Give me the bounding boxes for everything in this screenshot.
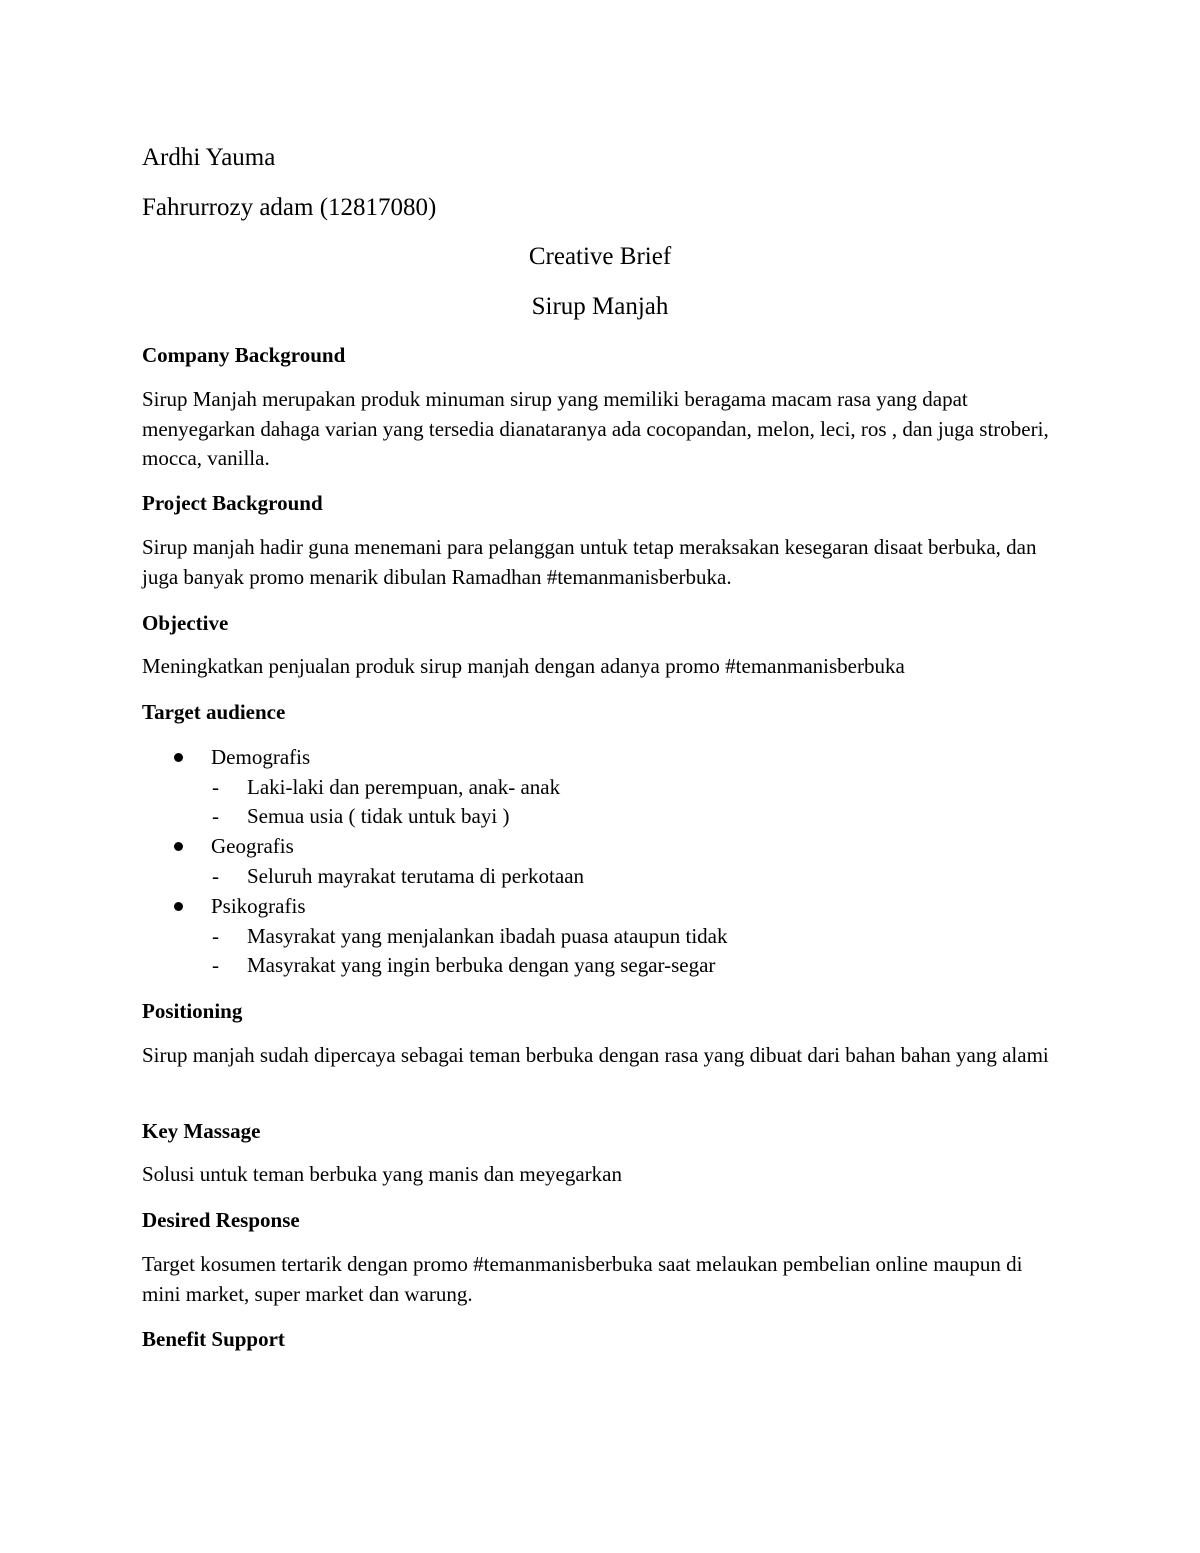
- heading-benefit-support: Benefit Support: [142, 1327, 285, 1351]
- desired-response-text: Target kosumen tertarik dengan promo #temanmanisberbuka saat melaukan pembelian online maupun di mini market, super market dan warung.: [142, 1252, 1023, 1306]
- author-name-1: Ardhi Yauma: [142, 144, 276, 171]
- company-background-text: Sirup Manjah merupakan produk minuman sirup yang memiliki beragama macam rasa yang dapat menyegarkan dahaga varian yang tersedia dianataranya ada cocopandan, melon, leci, ros , dan juga stroberi, mocca, vanilla.: [142, 387, 1049, 470]
- heading-target-audience: Target audience: [142, 700, 286, 724]
- dash-icon: -: [212, 804, 219, 828]
- positioning-text: Sirup manjah sudah dipercaya sebagai teman berbuka dengan rasa yang dibuat dari bahan bahan yang alami: [142, 1043, 1049, 1067]
- project-background-text: Sirup manjah hadir guna menemani para pelanggan untuk tetap meraksakan kesegaran disaat berbuka, dan juga banyak promo menarik dibulan Ramadhan #temanmanisberbuka.: [142, 535, 1037, 589]
- objective-text: Meningkatkan penjualan produk sirup manjah dengan adanya promo #temanmanisberbuka: [142, 654, 905, 678]
- bullet-icon: [174, 753, 183, 762]
- bullet-label: Demografis: [211, 745, 311, 769]
- dash-icon: -: [212, 953, 219, 977]
- subitem-text: Masyrakat yang menjalankan ibadah puasa ataupun tidak: [247, 924, 728, 948]
- heading-desired-response: Desired Response: [142, 1208, 300, 1232]
- dash-icon: -: [212, 924, 219, 948]
- author-name-2: Fahrurrozy adam (12817080): [142, 194, 437, 221]
- subitem-text: Masyrakat yang ingin berbuka dengan yang segar-segar: [247, 953, 716, 977]
- heading-positioning: Positioning: [142, 999, 243, 1023]
- heading-key-massage: Key Massage: [142, 1119, 261, 1143]
- bullet-icon: [174, 842, 183, 851]
- bullet-label: Geografis: [211, 834, 294, 858]
- subitem-text: Seluruh mayrakat terutama di perkotaan: [247, 864, 585, 888]
- subitem-text: Semua usia ( tidak untuk bayi ): [247, 804, 510, 828]
- key-massage-text: Solusi untuk teman berbuka yang manis dan meyegarkan: [142, 1162, 622, 1186]
- heading-objective: Objective: [142, 611, 229, 635]
- bullet-icon: [174, 902, 183, 911]
- document-title: Creative Brief: [528, 243, 672, 270]
- heading-project-background: Project Background: [142, 491, 323, 515]
- dash-icon: -: [212, 864, 219, 888]
- dash-icon: -: [212, 775, 219, 799]
- document-subtitle: Sirup Manjah: [531, 293, 669, 320]
- heading-company-background: Company Background: [142, 343, 346, 367]
- bullet-label: Psikografis: [211, 894, 306, 918]
- subitem-text: Laki-laki dan perempuan, anak- anak: [247, 775, 561, 799]
